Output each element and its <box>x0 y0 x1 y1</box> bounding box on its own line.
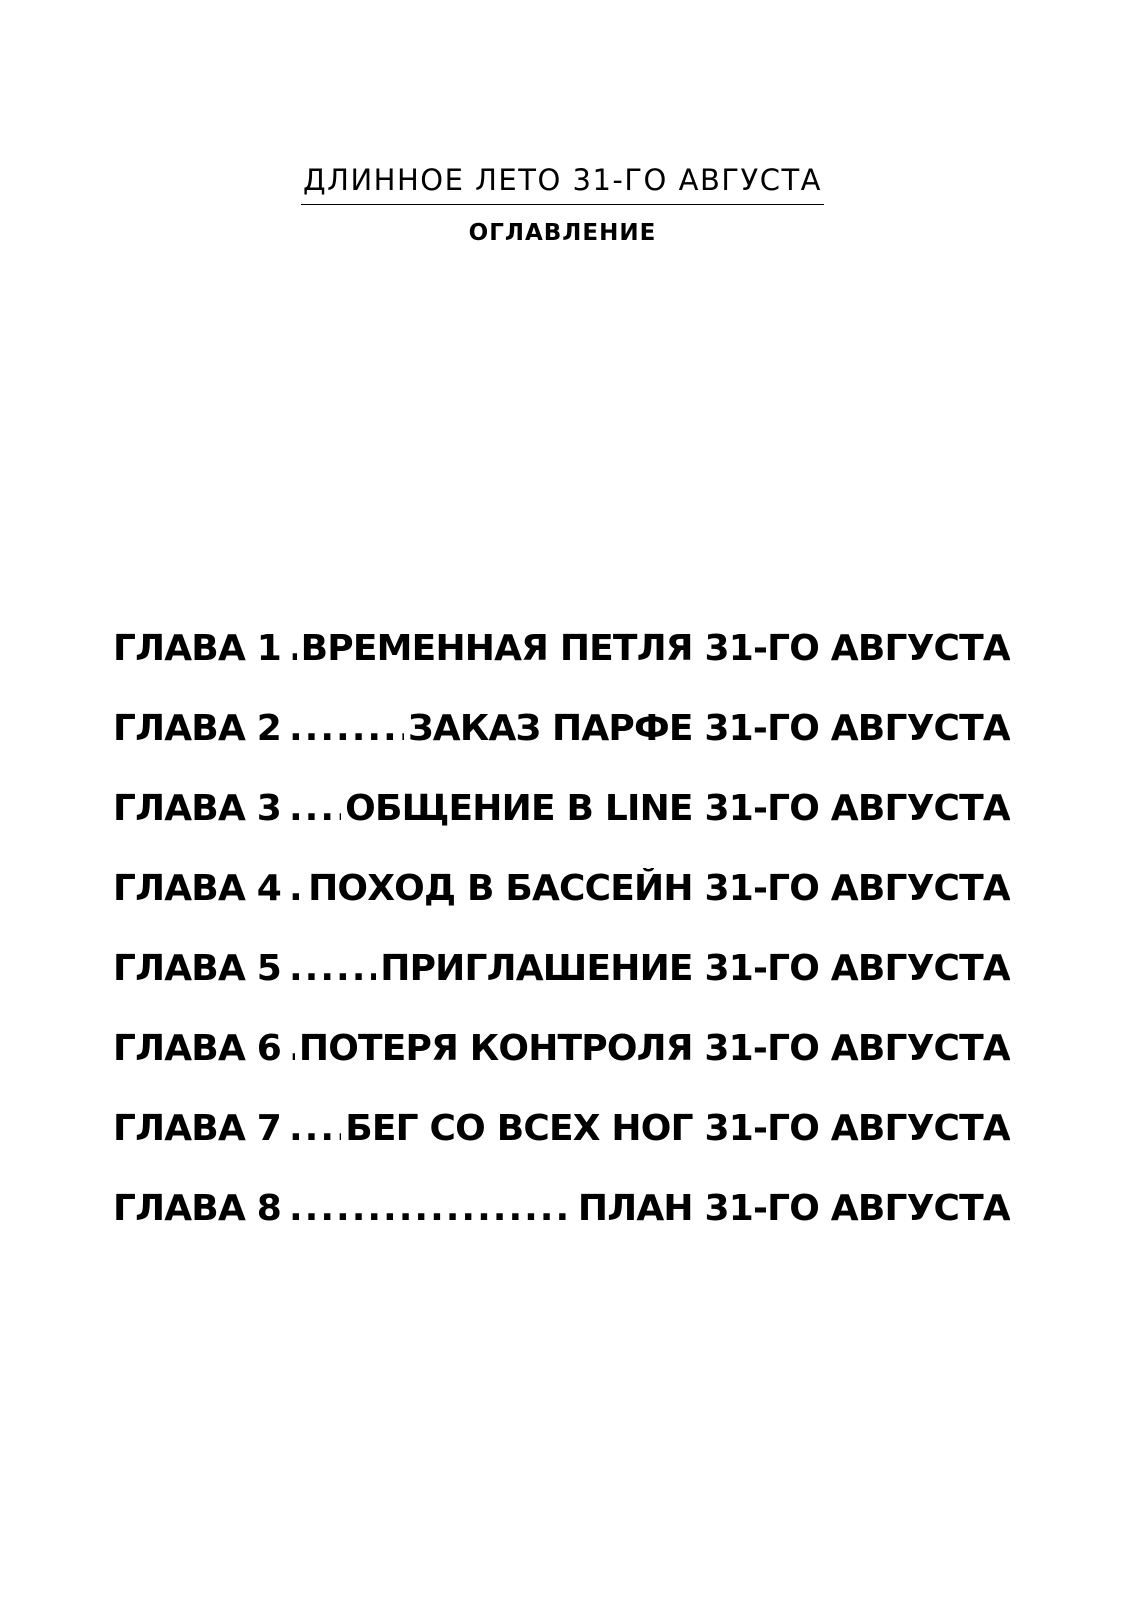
dot-leader <box>289 788 341 829</box>
dot-leader <box>289 1188 574 1229</box>
toc-entry-2[interactable] <box>113 708 1010 788</box>
chapter-title: ВРЕМЕННАЯ ПЕТЛЯ 31-ГО АВГУСТА <box>300 628 1010 669</box>
toc-entry-8[interactable] <box>113 1188 1010 1268</box>
toc-heading: ОГЛАВЛЕНИЕ <box>468 220 657 246</box>
table-of-contents <box>113 628 1010 1268</box>
toc-entry-7[interactable] <box>113 1108 1010 1188</box>
chapter-title: ПОТЕРЯ КОНТРОЛЯ 31-ГО АВГУСТА <box>298 1028 1010 1069</box>
chapter-title: ПОХОД В БАССЕЙН 31-ГО АВГУСТА <box>308 868 1010 909</box>
chapter-title: ЗАКАЗ ПАРФЕ 31-ГО АВГУСТА <box>408 708 1010 749</box>
dot-leader <box>289 708 404 749</box>
toc-entry-3[interactable] <box>113 788 1010 868</box>
page-header <box>0 162 1125 247</box>
toc-entry-6[interactable] <box>113 1028 1010 1108</box>
dot-leader <box>289 868 304 909</box>
chapter-number: ГЛАВА 7 <box>113 1108 281 1149</box>
chapter-title: ПРИГЛАШЕНИЕ 31-ГО АВГУСТА <box>380 948 1010 989</box>
chapter-title: ПЛАН 31-ГО АВГУСТА <box>577 1188 1010 1229</box>
dot-leader <box>289 628 297 669</box>
chapter-title: БЕГ СО ВСЕХ НОГ 31-ГО АВГУСТА <box>345 1108 1010 1149</box>
chapter-number: ГЛАВА 2 <box>113 708 281 749</box>
chapter-number: ГЛАВА 5 <box>113 948 281 989</box>
chapter-number: ГЛАВА 4 <box>113 868 281 909</box>
chapter-number: ГЛАВА 1 <box>113 628 281 669</box>
dot-leader <box>289 1108 341 1149</box>
book-title: ДЛИННОЕ ЛЕТО 31-ГО АВГУСТА <box>301 162 824 205</box>
toc-entry-5[interactable] <box>113 948 1010 1028</box>
toc-entry-1[interactable] <box>113 628 1010 708</box>
chapter-number: ГЛАВА 6 <box>113 1028 281 1069</box>
chapter-title: ОБЩЕНИЕ В LINE 31-ГО АВГУСТА <box>345 788 1010 829</box>
chapter-number: ГЛАВА 3 <box>113 788 281 829</box>
chapter-number: ГЛАВА 8 <box>113 1188 281 1229</box>
dot-leader <box>289 948 376 989</box>
toc-entry-4[interactable] <box>113 868 1010 948</box>
